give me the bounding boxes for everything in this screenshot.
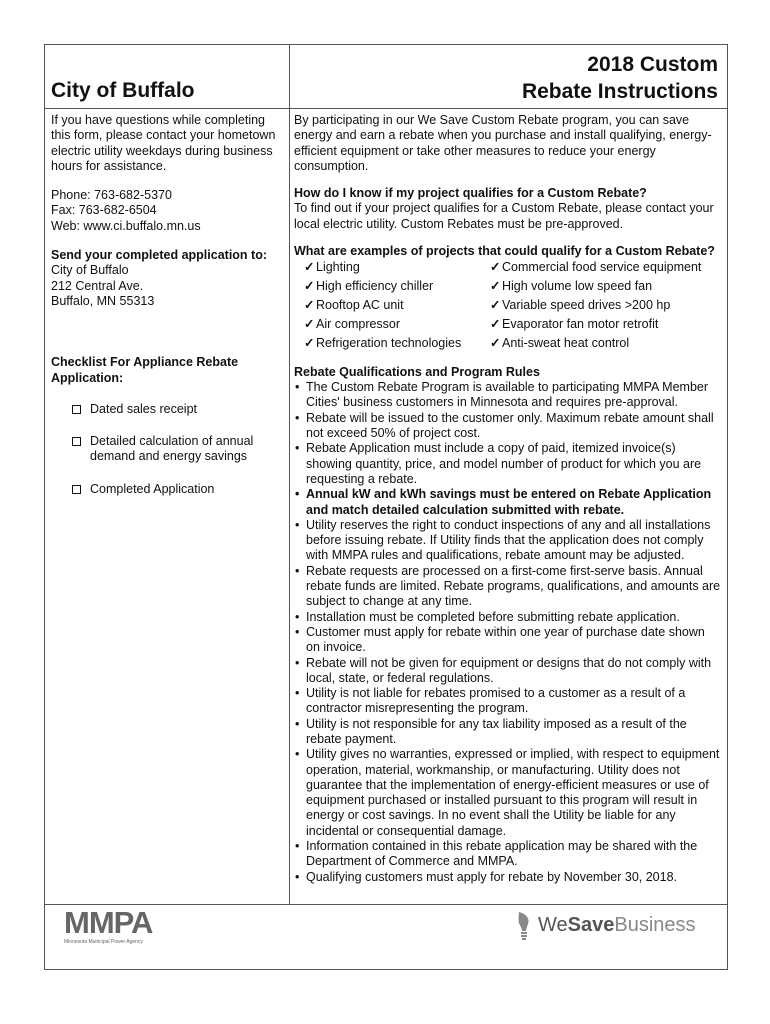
checkmark-icon: ✓ xyxy=(490,279,501,294)
example-item: ✓ Rooftop AC unit xyxy=(304,297,404,312)
fax: Fax: 763-682-6504 xyxy=(51,203,157,218)
example-item: ✓ Evaporator fan motor retrofit xyxy=(490,316,659,331)
example-item: ✓ Refrigeration technologies xyxy=(304,335,462,350)
checkmark-icon: ✓ xyxy=(304,297,315,312)
contact-column xyxy=(51,113,283,497)
rule-item: • Customer must apply for rebate within one year of purchase date shown on invoice. xyxy=(294,625,722,656)
address-name: City of Buffalo xyxy=(51,263,129,278)
rule-item: • Installation must be completed before submitting rebate application. xyxy=(294,610,722,625)
rule-item: • Utility gives no warranties, expressed or implied, with respect to equipment operation, material, workmanship, or manufacturing. Utility does not guarantee that the implementation of energy-efficient measures or use of equipment purchased or installed pursuant to this program will result in energy or cost savings. In no event shall the Utility be liable for any incidental or consequential damage. xyxy=(294,747,722,839)
contact-intro: If you have questions while completing this form, please contact your hometown electric utility weekdays during business hours for assistance. xyxy=(51,113,276,173)
rule-item: • Rebate Application must include a copy of paid, itemized invoice(s) showing quantity, price, and model number of product for which you are requesting a rebate. xyxy=(294,441,722,487)
rule-item: • Rebate will not be given for equipment or designs that do not comply with local, state, or federal regulations. xyxy=(294,656,722,687)
checklist-item: Completed Application xyxy=(72,482,283,497)
document-title: 2018 Custom Rebate Instructions xyxy=(521,53,718,103)
qualify-heading: How do I know if my project qualifies for a Custom Rebate? xyxy=(294,186,647,201)
example-item: ✓ High efficiency chiller xyxy=(304,279,434,294)
send-heading: Send your completed application to: xyxy=(51,248,267,263)
checklist-heading: Checklist For Appliance Rebate Application: xyxy=(51,355,239,385)
rule-item: • Utility is not responsible for any tax liability imposed as a result of the rebate payment. xyxy=(294,717,722,748)
rule-item: • Utility is not liable for rebates promised to a customer as a result of a contractor misrepresenting the program. xyxy=(294,686,722,717)
phone: Phone: 763-682-5370 xyxy=(51,188,172,203)
address-street: 212 Central Ave. xyxy=(51,278,144,293)
website: Web: www.ci.buffalo.mn.us xyxy=(51,218,201,233)
checkbox-icon[interactable] xyxy=(72,437,81,446)
checkmark-icon: ✓ xyxy=(304,316,315,331)
example-item: ✓ Lighting xyxy=(304,260,360,275)
examples-grid xyxy=(294,260,722,350)
mmpa-logo: MMPA Minnesota Municipal Power Agency xyxy=(64,905,153,945)
rule-item: • The Custom Rebate Program is available to participating MMPA Member Cities' business customers in Minnesota and requires pre-approval. xyxy=(294,380,722,411)
example-item: ✓ High volume low speed fan xyxy=(490,279,653,294)
rule-item: • Rebate requests are processed on a first-come first-serve basis. Annual rebate funds are limited. Rebate programs, qualifications, and amounts are subject to change at any time. xyxy=(294,564,722,610)
example-item: ✓ Variable speed drives >200 hp xyxy=(490,297,671,312)
address-city: Buffalo, MN 55313 xyxy=(51,293,155,308)
city-title: City of Buffalo xyxy=(51,79,195,102)
example-item: ✓ Anti-sweat heat control xyxy=(490,335,630,350)
checkmark-icon: ✓ xyxy=(304,335,315,350)
examples-heading: What are examples of projects that could qualify for a Custom Rebate? xyxy=(294,244,715,259)
lightbulb-icon xyxy=(516,910,532,940)
rule-item: • Annual kW and kWh savings must be entered on Rebate Application and match detailed calculation submitted with rebate. xyxy=(294,487,722,518)
checkbox-icon[interactable] xyxy=(72,405,81,414)
instructions-column xyxy=(294,113,722,885)
checklist-item: Detailed calculation of annual demand and energy savings xyxy=(72,434,283,465)
header-divider xyxy=(44,108,728,109)
example-item: ✓ Air compressor xyxy=(304,316,401,331)
column-divider xyxy=(289,44,290,904)
rules-list xyxy=(294,380,722,885)
rule-item: • Qualifying customers must apply for rebate by November 30, 2018. xyxy=(294,870,722,885)
checkbox-icon[interactable] xyxy=(72,485,81,494)
checkmark-icon: ✓ xyxy=(304,279,315,294)
program-intro: By participating in our We Save Custom Rebate program, you can save energy and earn a rebate when you purchase and install qualifying, energy-efficient equipment or take other measures to reduce your energy consumption. xyxy=(294,113,712,173)
checkmark-icon: ✓ xyxy=(304,260,315,275)
rule-item: • Information contained in this rebate application may be shared with the Department of Commerce and MMPA. xyxy=(294,839,722,870)
qualify-text: To find out if your project qualifies for a Custom Rebate, please contact your local electric utility. Custom Rebates must be pre-approved. xyxy=(294,201,714,231)
rule-item: • Utility reserves the right to conduct inspections of any and all installations before issuing rebate. If Utility finds that the application does not comply with MMPA rules and qualifications, rebate amount may be adjusted. xyxy=(294,518,722,564)
checkmark-icon: ✓ xyxy=(490,335,501,350)
checkmark-icon: ✓ xyxy=(490,260,501,275)
rules-heading: Rebate Qualifications and Program Rules xyxy=(294,364,540,379)
rule-item: • Rebate will be issued to the customer only. Maximum rebate amount shall not exceed 50% of project cost. xyxy=(294,411,722,442)
checkmark-icon: ✓ xyxy=(490,297,501,312)
wesavebusiness-logo: WeSaveBusiness xyxy=(516,910,696,940)
checkmark-icon: ✓ xyxy=(490,316,501,331)
checklist-item: Dated sales receipt xyxy=(72,402,283,417)
example-item: ✓ Commercial food service equipment xyxy=(490,260,702,275)
